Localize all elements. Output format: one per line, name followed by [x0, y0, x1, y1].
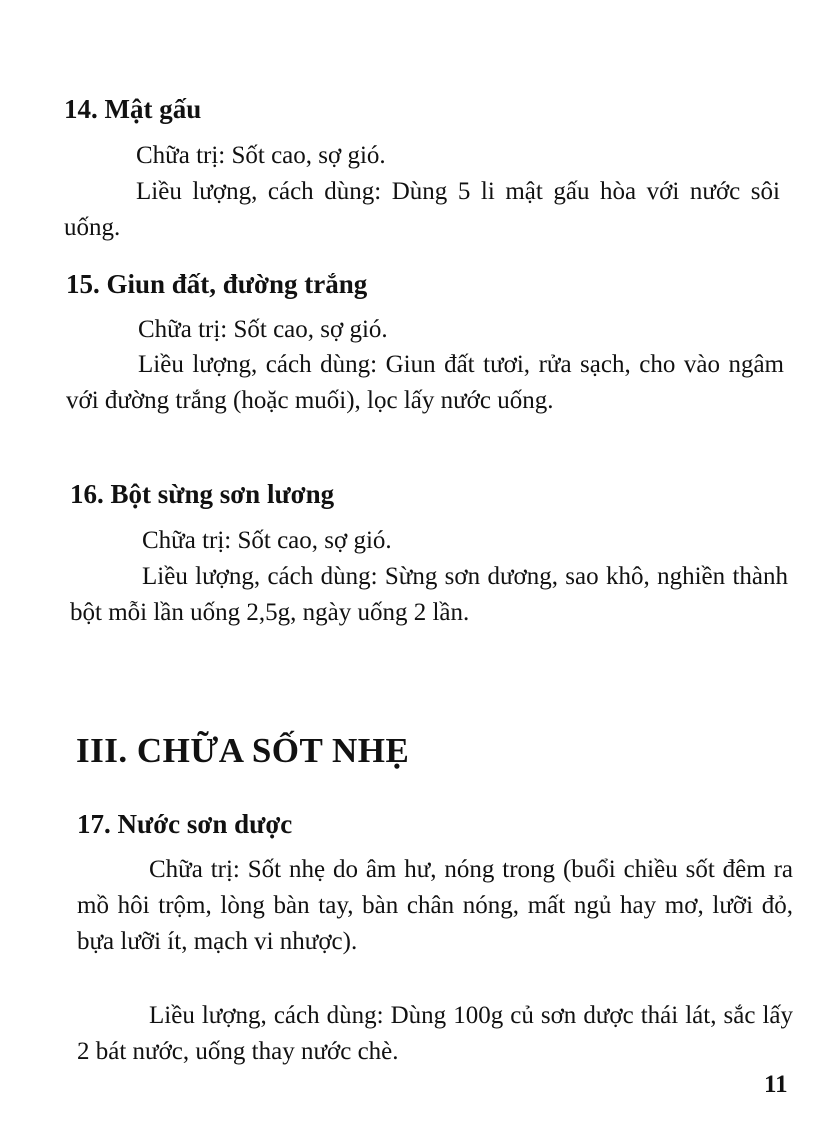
section-17-dosage: Liều lượng, cách dùng: Dùng 100g củ sơn dược thái lát, sắc lấy 2 bát nước, uống thay nước chè. [77, 1002, 793, 1065]
section-16-heading: 16. Bột sừng sơn lương [70, 479, 335, 509]
section-15-indication: Chữa trị: Sốt cao, sợ gió. [138, 316, 388, 343]
chapter-title: III. CHỮA SỐT NHẸ [76, 731, 410, 770]
section-16-dosage: Liều lượng, cách dùng: Sừng sơn dương, sao khô, nghiền thành bột mỗi lần uống 2,5g, ngày uống 2 lần. [70, 563, 788, 626]
section-15-dosage: Liều lượng, cách dùng: Giun đất tươi, rửa sạch, cho vào ngâm với đường trắng (hoặc muối), lọc lấy nước uống. [66, 351, 784, 414]
section-14-indication: Chữa trị: Sốt cao, sợ gió. [136, 142, 386, 169]
page-number: 11 [764, 1071, 788, 1098]
section-14-dosage: Liều lượng, cách dùng: Dùng 5 li mật gấu hòa với nước sôi uống. [64, 178, 780, 241]
section-16-indication: Chữa trị: Sốt cao, sợ gió. [142, 527, 392, 554]
section-17-heading: 17. Nước sơn dược [77, 809, 293, 839]
section-17-indication: Chữa trị: Sốt nhẹ do âm hư, nóng trong (buổi chiều sốt đêm ra mồ hôi trộm, lòng bàn tay, bàn chân nóng, mất ngủ hay mơ, lưỡi đỏ, bựa lưỡi ít, mạch vi nhược). [77, 856, 793, 955]
section-15-heading: 15. Giun đất, đường trắng [66, 269, 368, 299]
section-14-heading: 14. Mật gấu [64, 94, 202, 124]
